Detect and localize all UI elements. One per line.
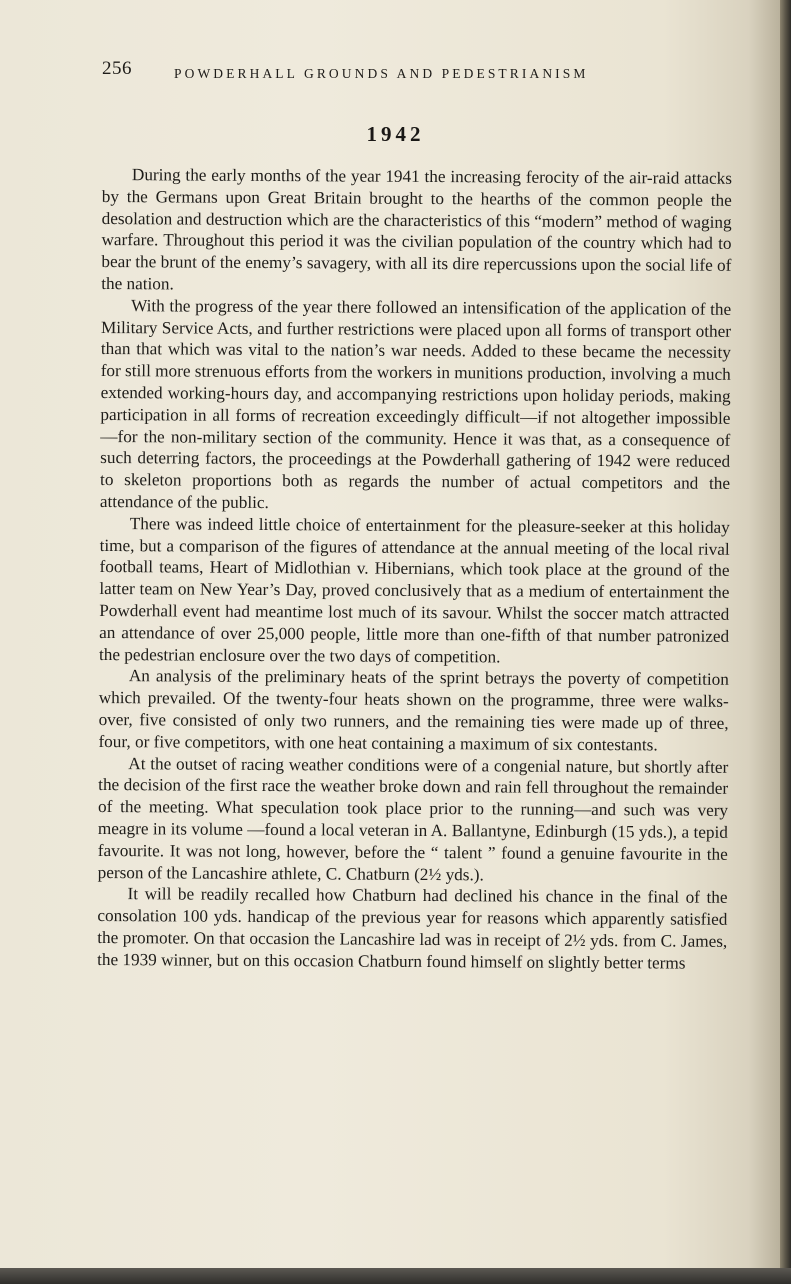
page-bottom-edge [0,1268,791,1284]
paragraph: An analysis of the preliminary heats of the sprint betrays the poverty of competition which prevailed. Of the twenty-four heats shown on the programme, three were walks-over, five consisted of only two runners, and the remaining ties were made up of three, four, or five competitors, with one heat containing a maximum of six contestants. [98,666,729,755]
book-title: POWDERHALL GROUNDS AND PEDESTRIANISM [174,66,589,81]
paragraph: It will be readily recalled how Chatburn had declined his chance in the final of the consolation 100 yds. handicap of the previous year for reasons which apparently satisfied the promoter. On that occasion the Lancashire lad was in receipt of 2½ yds. from C. James, the 1939 winner, but on this occasion Chatburn found himself on slightly better terms [97,884,728,973]
paragraph: With the progress of the year there followed an intensification of the application of the Military Service Acts, and further restrictions were placed upon all forms of transport other than that which was vital to the nation’s war needs. Added to these became the necessity for still more strenuous efforts from the workers in munitions production, involving a much extended working-hours day, and accompanying restrictions upon holiday periods, making participation in all forms of recreation exceedingly difficult—if not altogether impossible—for the non-military section of the community. Hence it was that, as a consequence of such deterring factors, the proceedings at the Powderhall gathering of 1942 were reduced to skeleton proportions both as regards the number of actual competitors and the attendance of the public. [99,295,732,512]
paragraph: There was indeed little choice of entertainment for the pleasure-seeker at this holiday time, but a comparison of the figures of attendance at the annual meeting of the local rival football teams, Heart of Midlothian v. Hibernians, which took place at the ground of the latter team on New Year’s Day, proved conclusively that as a medium of entertainment the Powderhall event had meantime lost much of its savour. Whilst the soccer match attracted an attendance of over 25,000 people, little more than one-fifth of that number patronized the pedestrian enclosure over the two days of competition. [98,513,730,666]
paragraph: At the outset of racing weather conditions were of a congenial nature, but shortly after the decision of the first race the weather broke down and rain fell throughout the remainder of the meeting. What speculation took place prior to the running—and such was very meagre in its volume —found a local veteran in A. Ballantyne, Edinburgh (15 yds.), a tepid favourite. It was not long, however, before the “ talent ” found a genuine favourite in the person of the Lancashire athlete, C. Chatburn (2½ yds.). [97,753,729,884]
body-text [97,164,732,974]
running-head [102,58,682,88]
chapter-heading: 1942 [366,122,425,146]
book-spine-shadow [780,0,791,1284]
page-number: 256 [102,58,132,79]
paragraph: During the early months of the year 1941 the increasing ferocity of the air-raid attacks by the Germans upon Great Britain brought to the hearths of the common people the desolation and destruction which are the characteristics of this “modern” method of waging warfare. Throughout this period it was the civilian population of the country which had to bear the brunt of the enemy’s savagery, with all its dire repercussions upon the social life of the nation. [101,165,732,294]
